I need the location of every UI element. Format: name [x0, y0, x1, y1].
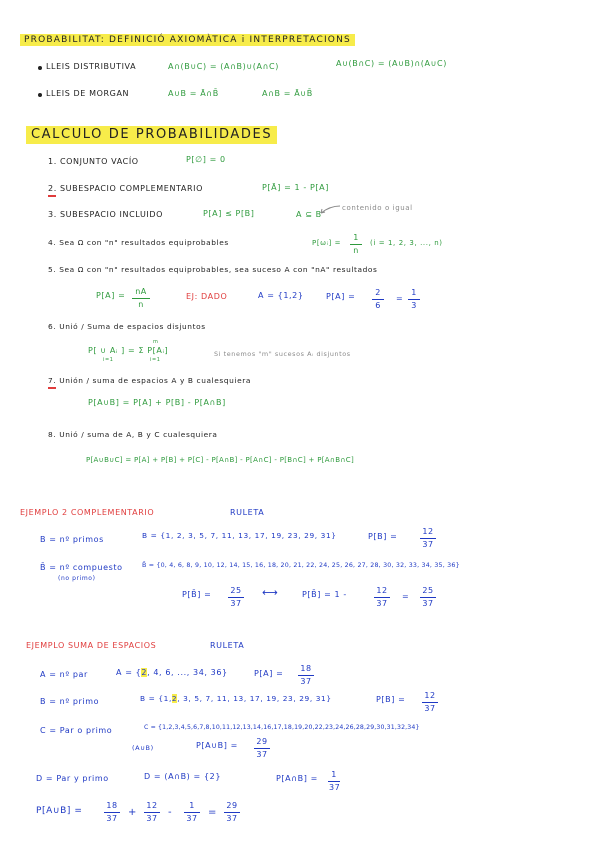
distributiva-formula-1: A∩(B∪C) = (A∩B)∪(A∩C)	[168, 62, 279, 71]
example-2-equals: =	[402, 592, 410, 601]
rule-2-underline	[48, 195, 56, 197]
rule-6-formula: P[ ∪ Aᵢ ] = Σ P[Aᵢ]	[88, 346, 169, 355]
example-2-b-set: B = {1, 2, 3, 5, 7, 11, 13, 17, 19, 23, 29, 31}	[142, 531, 337, 540]
example-2-pb-lhs: P[B] =	[368, 532, 398, 541]
example-sum-pd-lhs: P[A∩B] =	[276, 774, 318, 783]
example-2-pb-fraction: 12 37	[420, 527, 436, 550]
morgan-formula-1: A∪B = Ā∩B̄	[168, 89, 219, 98]
morgan-label: LLEIS DE MORGAN	[46, 89, 130, 98]
distributiva-label: LLEIS DISTRIBUTIVA	[46, 62, 137, 71]
example-2-subtitle: RULETA	[230, 508, 265, 517]
example-sum-pab-fraction: 29 37	[254, 737, 270, 760]
example-sum-pa-fraction: 18 37	[298, 664, 314, 687]
example-sum-final-lhs: P[A∪B] =	[36, 806, 83, 816]
example-sum-d-label: D = Par y primo	[36, 774, 109, 783]
rule-3-formula: P[A] ≤ P[B]	[203, 209, 255, 218]
example-2-pbc2-lhs: P[B̄] = 1 -	[302, 590, 347, 599]
rule-7-label: 7. Unión / suma de espacios A y B cualesquiera	[48, 376, 252, 385]
example-sum-pb-lhs: P[B] =	[376, 695, 406, 704]
rule-4-range: (i = 1, 2, 3, ..., n)	[370, 239, 443, 247]
rule-8-formula: P[A∪B∪C] = P[A] + P[B] + P[C] - P[A∩B] - P[A∩C] - P[B∩C] + P[A∩B∩C]	[86, 456, 355, 464]
example-2-pbc2-fraction: 12 37	[374, 586, 390, 609]
example-sum-minus: -	[168, 807, 173, 818]
rule-5-label: 5. Sea Ω con "n" resultados equiprobables, sea suceso A con "nA" resultados	[48, 265, 378, 274]
example-sum-pab-lhs: P[A∪B] =	[196, 741, 238, 750]
rule-5-fraction-a: 2 6	[372, 288, 384, 311]
rule-3-note: contenido o igual	[342, 204, 413, 212]
rule-3-label: 3. SUBESPACIO INCLUIDO	[48, 210, 164, 219]
rule-4-label: 4. Sea Ω con "n" resultados equiprobables	[48, 238, 229, 247]
rule-4-fraction: 1 n	[350, 233, 362, 256]
example-2-pbc-fraction: 25 37	[228, 586, 244, 609]
page-title: PROBABILITAT: DEFINICIÓ AXIOMÀTICA i INTERPRETACIONS	[20, 34, 355, 46]
rule-5-fraction-b: 1 3	[408, 288, 420, 311]
example-sum-c-label: C = Par o primo	[40, 726, 113, 735]
rule-6-label: 6. Unió / Suma de espacios disjuntos	[48, 322, 206, 331]
example-2-pbc-lhs: P[B̄] =	[182, 590, 212, 599]
rule-5-fraction: nA n	[132, 287, 150, 310]
example-sum-c-set: C = {1,2,3,4,5,6,7,8,10,11,12,13,14,16,17,18,19,20,22,23,24,26,28,29,30,31,32,34}	[144, 724, 420, 731]
rule-6-upper-index: m	[153, 339, 159, 345]
example-2-title: EJEMPLO 2 COMPLEMENTARIO	[20, 508, 155, 517]
rule-2-formula: P[Ā] = 1 - P[A]	[262, 183, 329, 192]
rule-1-label: 1. CONJUNTO VACÍO	[48, 157, 139, 166]
rule-6-lower-index-1: i=1	[103, 357, 114, 363]
example-2-bc-sublabel: (no primo)	[58, 575, 96, 582]
example-sum-final-fraction-2: 12 37	[144, 801, 160, 824]
example-sum-c-sublabel: (A∪B)	[132, 744, 154, 752]
example-sum-d-set: D = (A∩B) = {2}	[144, 772, 222, 781]
example-sum-final-fraction-1: 18 37	[104, 801, 120, 824]
example-sum-pa-lhs: P[A] =	[254, 669, 284, 678]
example-sum-b-set: B = {1,2, 3, 5, 7, 11, 13, 17, 19, 23, 29, 31}	[140, 694, 332, 703]
example-2-equivalence-arrow: ⟷	[262, 586, 279, 599]
rule-3-set: A ⊆ B	[296, 210, 322, 219]
section-title-calculo: CALCULO DE PROBABILIDADES	[26, 126, 277, 144]
example-sum-final-fraction-4: 29 37	[224, 801, 240, 824]
rule-5-equals: =	[396, 294, 404, 303]
example-sum-a-set: A = {2, 4, 6, ..., 34, 36}	[116, 668, 228, 677]
example-2-bc-label: B̄ = nº compuesto	[40, 563, 123, 572]
example-sum-a-label: A = nº par	[40, 670, 88, 679]
rule-4-lhs: P[ωᵢ] =	[312, 239, 342, 247]
example-2-bc-set: B̄ = {0, 4, 6, 8, 9, 10, 12, 14, 15, 16, 18, 20, 21, 22, 24, 25, 26, 27, 28, 30, 32, 33, 34, 35, 36}	[142, 562, 460, 569]
rule-5-set: A = {1,2}	[258, 291, 304, 300]
bullet-icon	[38, 66, 42, 70]
example-2-pbc3-fraction: 25 37	[420, 586, 436, 609]
rule-6-lower-index-2: i=1	[150, 357, 161, 363]
example-sum-b-label: B = nº primo	[40, 697, 100, 706]
example-sum-plus: +	[128, 807, 137, 818]
rule-5-prob: P[A] =	[326, 292, 356, 301]
distributiva-formula-2: A∪(B∩C) = (A∪B)∩(A∪C)	[336, 59, 447, 68]
rule-2-label: 2. SUBESPACIO COMPLEMENTARIO	[48, 184, 203, 193]
rule-6-note: Si tenemos "m" sucesos Aᵢ disjuntos	[214, 350, 351, 358]
rule-1-formula: P[∅] = 0	[186, 155, 226, 164]
example-sum-final-fraction-3: 1 37	[184, 801, 200, 824]
rule-7-underline	[48, 387, 56, 389]
arrow-icon	[318, 203, 342, 215]
example-sum-subtitle: RULETA	[210, 641, 245, 650]
example-sum-title: EJEMPLO SUMA DE ESPACIOS	[26, 641, 157, 650]
example-sum-pd-fraction: 1 37	[329, 770, 341, 792]
rule-7-formula: P[A∪B] = P[A] + P[B] - P[A∩B]	[88, 398, 226, 407]
morgan-formula-2: A∩B = Ā∪B̄	[262, 89, 313, 98]
bullet-icon	[38, 93, 42, 97]
example-sum-equals: =	[208, 807, 217, 818]
rule-8-label: 8. Unió / suma de A, B y C cualesquiera	[48, 430, 218, 439]
example-2-b-label: B = nº primos	[40, 535, 104, 544]
example-sum-pb-fraction: 12 37	[422, 691, 438, 714]
rule-5-lhs: P[A] =	[96, 291, 126, 300]
rule-5-example-label: EJ: DADO	[186, 292, 228, 301]
